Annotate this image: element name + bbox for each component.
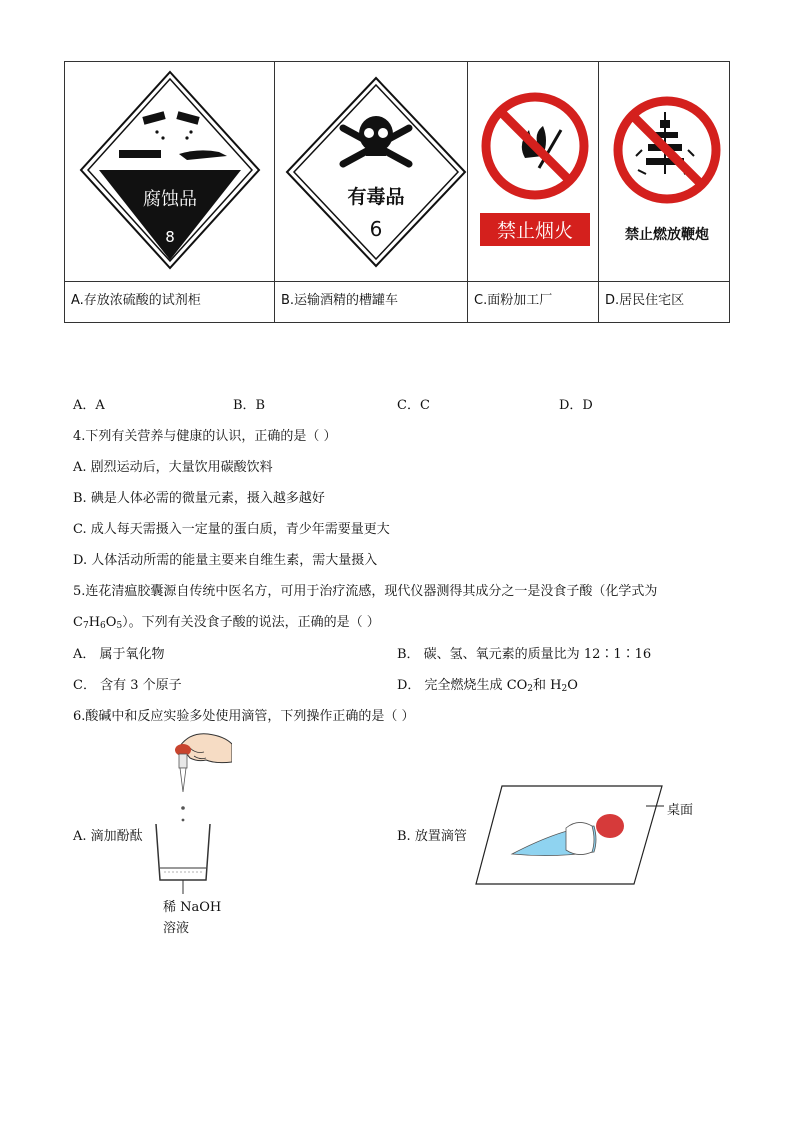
option-d: D. 人体活动所需的能量主要来自维生素，需大量摄入 xyxy=(73,553,378,568)
beaker-label: 稀 NaOH xyxy=(163,900,222,915)
sign-label: 禁止烟火 xyxy=(496,220,574,242)
option-a: A. 滴加酚酞 xyxy=(73,829,143,844)
toxic-sign xyxy=(285,76,467,268)
beaker-icon xyxy=(156,824,210,894)
desk-label: 桌面 xyxy=(667,803,694,818)
sign-number: 6 xyxy=(369,217,383,241)
question-stem: 4.下列有关营养与健康的认识，正确的是（ ） xyxy=(73,429,337,444)
question-stem-cont: $C_7H_6O_5$）。下列有关没食子酸的说法，正确的是（ ） xyxy=(73,615,380,631)
dropper-desk-illustration xyxy=(474,784,664,886)
sign-label: 腐蚀品 xyxy=(143,189,197,210)
sign-table xyxy=(64,61,730,323)
option-b: B. 放置滴管 xyxy=(397,829,467,844)
sign-label: 有毒品 xyxy=(347,186,405,208)
sign-caption: A.存放浓硫酸的试剂柜 xyxy=(71,293,201,308)
option-b: B. 碘是人体必需的微量元素，摄入越多越好 xyxy=(73,491,325,506)
option-b: B．B xyxy=(233,398,266,413)
question-stem: 5.连花清瘟胶囊源自传统中医名方，可用于治疗流感，现代仪器测得其成分之一是没食子酸（化学式为 xyxy=(73,584,658,599)
option-a: A． 属于氧化物 xyxy=(73,647,165,662)
option-d: D．D xyxy=(559,398,593,413)
sign-caption: B.运输酒精的槽罐车 xyxy=(281,293,399,308)
option-a: A．A xyxy=(73,398,105,413)
option-c: C．C xyxy=(397,398,430,413)
option-c: C. 成人每天需摄入一定量的蛋白质，青少年需要量更大 xyxy=(73,522,390,537)
option-a: A. 剧烈运动后，大量饮用碳酸饮料 xyxy=(73,460,273,475)
corroded-metal-icon xyxy=(119,150,161,158)
option-b: B． 碳、氢、氧元素的质量比为 12∶1∶16 xyxy=(397,647,652,662)
dropper-icon xyxy=(175,744,191,792)
corrosive-sign xyxy=(79,70,261,270)
dropper-beaker-illustration xyxy=(150,728,232,894)
no-firecracker-sign xyxy=(608,92,726,252)
sign-caption: D.居民住宅区 xyxy=(605,293,685,308)
no-fire-sign xyxy=(479,90,591,252)
beaker-label: 溶液 xyxy=(163,921,190,936)
option-d: D． 完全燃烧生成 $CO_2$和 $H_2O$ xyxy=(397,678,578,694)
option-c: C． 含有 3 个原子 xyxy=(73,678,182,693)
sign-label: 禁止燃放鞭炮 xyxy=(625,227,709,243)
question-stem: 6.酸碱中和反应实验多处使用滴管，下列操作正确的是（ ） xyxy=(73,709,415,724)
sign-number: 8 xyxy=(165,228,175,246)
sign-caption: C.面粉加工厂 xyxy=(474,293,553,308)
